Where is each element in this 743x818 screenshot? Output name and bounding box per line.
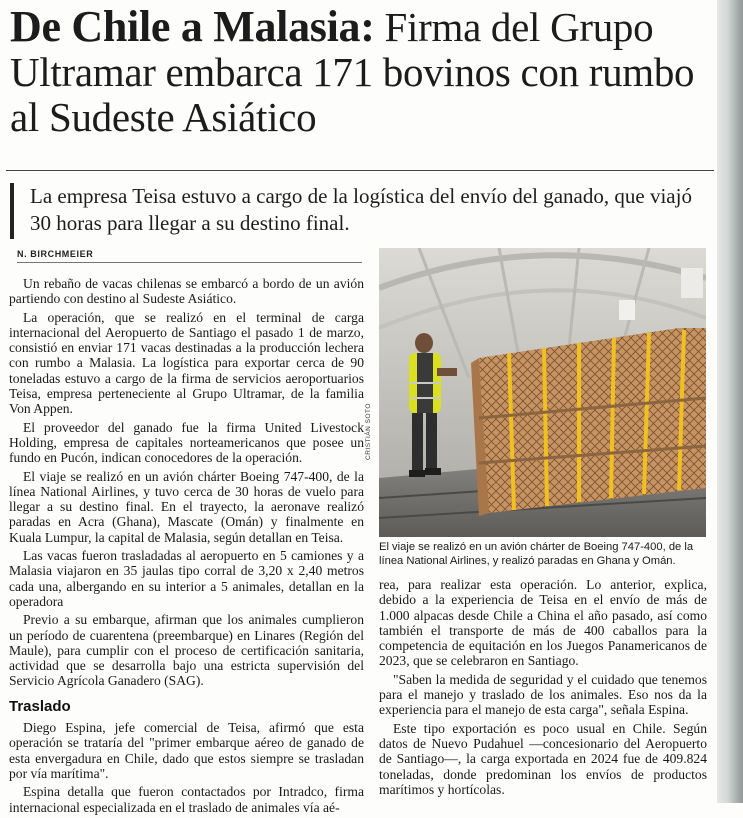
paragraph: El viaje se realizó en un avión chárter Boeing 747-400, de la línea National Airlines, y tuvo cerca de 30 horas de vuelo para llegar a su destino final. En el trayecto, la aeronave realizó paradas en Acra (Ghana), Mascate (Omán) y finalmente en Kuala Lumpur, la capital de Malasia, según detallan en Teisa. bbox=[9, 468, 364, 545]
byline: N. BIRCHMEIER bbox=[17, 249, 94, 259]
article-column-1 bbox=[9, 276, 364, 818]
paragraph: Un rebaño de vacas chilenas se embarcó a bordo de un avión partiendo con destino al Sudeste Asiático. bbox=[9, 276, 364, 307]
cargo-hold-photo bbox=[379, 248, 706, 537]
byline-rule bbox=[17, 262, 362, 263]
article-column-2 bbox=[379, 577, 707, 800]
headline-rule bbox=[6, 170, 714, 171]
paragraph: Diego Espina, jefe comercial de Teisa, afirmó que esta operación se trataría del "primer embarque aéreo de ganado de esta envergadura en Chile, dado que estos siempre se trasladan por vía marítima". bbox=[9, 720, 364, 781]
photo-credit: CRISTIÁN SOTO bbox=[365, 403, 372, 460]
headline bbox=[10, 4, 710, 140]
paragraph: "Saben la medida de seguridad y el cuidado que tenemos para el manejo y traslado de los animales. Eso nos da la experiencia para el manejo de esta carga", señala Espina. bbox=[379, 671, 707, 718]
subhead-traslado: Traslado bbox=[9, 697, 71, 715]
paragraph: Espina detalla que fueron contactados por Intradco, firma internacional especializada en el traslado de animales vía aé- bbox=[9, 784, 364, 815]
photo-caption: El viaje se realizó en un avión chárter de Boeing 747-400, de la línea National Airlines, y realizó paradas en Ghana y Omán. bbox=[379, 541, 694, 567]
headline-rest: Firma del Grupo Ultramar embarca 171 bovinos con rumbo al Sudeste Asiático bbox=[10, 4, 695, 140]
paragraph: Las vacas fueron trasladadas al aeropuerto en 5 camiones y a Malasia viajaron en 35 jaulas tipo corral de 3,20 x 2,40 metros cada una, albergando en su interior a 5 animales, detallan en la operadora bbox=[9, 548, 364, 609]
dek: La empresa Teisa estuvo a cargo de la logística del envío del ganado, que viajó 30 horas para llegar a su destino final. bbox=[30, 184, 692, 235]
page-edge-shadow bbox=[717, 0, 743, 803]
paragraph: Este tipo exportación es poco usual en Chile. Según datos de Nuevo Pudahuel —concesionario del Aeropuerto de Santiago—, la carga exportada en 2024 fue de 409.824 toneladas, donde predominan los envíos de productos marítimos y hortícolas. bbox=[379, 720, 707, 797]
paragraph: El proveedor del ganado fue la firma United Livestock Holding, empresa de capitales norteamericanos que posee un fundo en Pucón, indican conocedores de la operación. bbox=[9, 419, 364, 466]
dek-bar bbox=[10, 183, 14, 239]
paragraph: La operación, que se realizó en el terminal de carga internacional del Aeropuerto de Santiago el pasado 1 de marzo, consistió en enviar 171 vacas destinadas a la producción lechera con rumbo a Malasia. La logística para exportar cerca de 90 toneladas estuvo a cargo de la firma de servicios aeroportuarios Teisa, empresa perteneciente al Grupo Ultramar, de la familia Von Appen. bbox=[9, 309, 364, 417]
paragraph: rea, para realizar esta operación. Lo anterior, explica, debido a la experiencia de Teisa en el envío de más de 1.000 alpacas desde Chile a China el año pasado, así como también el transporte de más de 400 caballos para la competencia de equitación en los Juegos Panamericanos de 2023, que se celebraron en Santiago. bbox=[379, 577, 707, 669]
paragraph: Previo a su embarque, afirman que los animales cumplieron un período de cuarentena (preembarque) en Linares (Región del Maule), para cumplir con el proceso de certificación sanitaria, actividad que se desarrolla bajo una estricta supervisión del Servicio Agrícola Ganadero (SAG). bbox=[9, 612, 364, 689]
headline-bold: De Chile a Malasia: bbox=[10, 2, 375, 51]
